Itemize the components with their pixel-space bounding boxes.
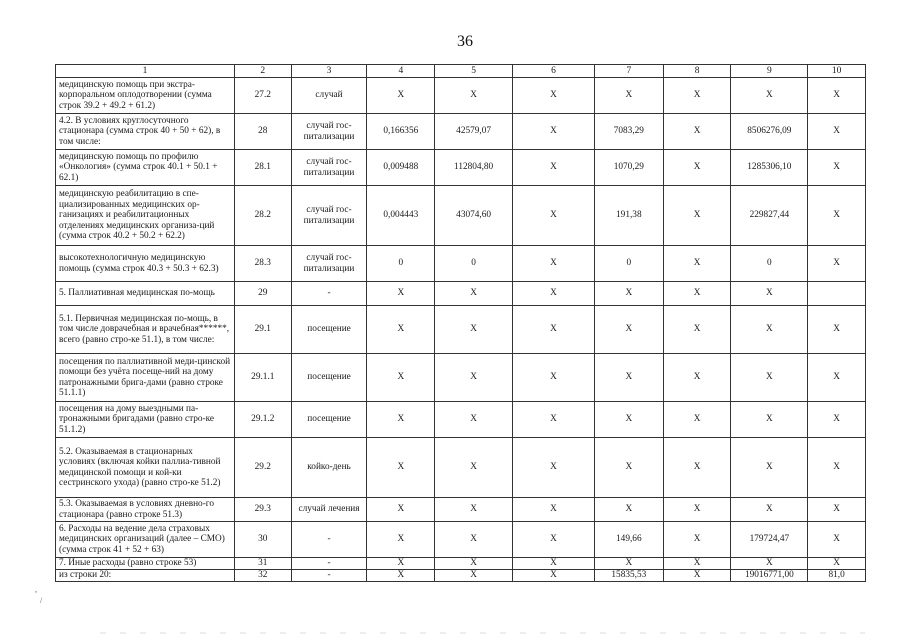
value-cell: X xyxy=(731,558,808,570)
value-cell: 0,004443 xyxy=(367,186,435,246)
row-code: 29.2 xyxy=(234,438,291,498)
row-code: 29 xyxy=(234,282,291,306)
row-code: 29.1.2 xyxy=(234,402,291,438)
table-row xyxy=(56,306,866,354)
value-cell: X xyxy=(367,282,435,306)
page-number: 36 xyxy=(457,33,473,50)
header-cell: 1 xyxy=(56,65,235,78)
table-row xyxy=(56,498,866,522)
value-cell: 7083,29 xyxy=(594,114,663,150)
row-description: 5. Паллиативная медицинская по-мощь xyxy=(56,282,235,306)
table-row xyxy=(56,282,866,306)
row-unit: - xyxy=(291,282,367,306)
value-cell: X xyxy=(435,402,513,438)
value-cell: X xyxy=(808,114,866,150)
value-cell: X xyxy=(808,522,866,558)
row-code: 30 xyxy=(234,522,291,558)
value-cell: X xyxy=(808,498,866,522)
value-cell: X xyxy=(367,438,435,498)
row-description: 6. Расходы на ведение дела страховых медицинских организаций (далее – СМО) (сумма строк 41 + 52 + 63) xyxy=(56,522,235,558)
value-cell: X xyxy=(663,114,731,150)
value-cell: X xyxy=(513,558,595,570)
value-cell: 19016771,00 xyxy=(731,570,808,582)
row-code: 28.1 xyxy=(234,150,291,186)
value-cell: 42579,07 xyxy=(435,114,513,150)
value-cell: 149,66 xyxy=(594,522,663,558)
value-cell: X xyxy=(435,306,513,354)
row-description: 7. Иные расходы (равно строке 53) xyxy=(56,558,235,570)
value-cell: 0 xyxy=(594,246,663,282)
scan-mark: , xyxy=(35,585,37,594)
value-cell: 1285306,10 xyxy=(731,150,808,186)
table-row xyxy=(56,114,866,150)
value-cell: X xyxy=(808,402,866,438)
value-cell: X xyxy=(367,570,435,582)
value-cell xyxy=(808,282,866,306)
value-cell: X xyxy=(513,78,595,114)
value-cell: X xyxy=(435,354,513,402)
row-description: медицинскую помощь при экстра-корпоральном оплодотворении (сумма строк 39.2 + 49.2 + 61.2) xyxy=(56,78,235,114)
row-code: 29.1 xyxy=(234,306,291,354)
value-cell: X xyxy=(435,78,513,114)
value-cell: 0,009488 xyxy=(367,150,435,186)
value-cell: X xyxy=(808,246,866,282)
value-cell: X xyxy=(367,498,435,522)
value-cell: X xyxy=(808,186,866,246)
value-cell: X xyxy=(594,438,663,498)
value-cell: X xyxy=(513,150,595,186)
value-cell: X xyxy=(435,558,513,570)
value-cell: X xyxy=(663,150,731,186)
row-code: 31 xyxy=(234,558,291,570)
value-cell: 8506276,09 xyxy=(731,114,808,150)
value-cell: X xyxy=(663,306,731,354)
row-unit: койко-день xyxy=(291,438,367,498)
row-description: посещения по паллиативной меди-цинской помощи без учёта посеще-ний на дому патронажными брига-дами (равно строке 51.1.1) xyxy=(56,354,235,402)
scan-artifact xyxy=(100,632,865,634)
table-row xyxy=(56,354,866,402)
value-cell: X xyxy=(731,78,808,114)
row-unit: случай xyxy=(291,78,367,114)
row-description: медицинскую реабилитацию в спе-циализированных медицинских ор-ганизациях и реабилитационных отделениях медицинских организа-ций (сумма строк 40.2 + 50.2 + 62.2) xyxy=(56,186,235,246)
value-cell: 15835,53 xyxy=(594,570,663,582)
value-cell: X xyxy=(663,246,731,282)
header-cell: 8 xyxy=(663,65,731,78)
value-cell: X xyxy=(367,522,435,558)
value-cell: X xyxy=(808,438,866,498)
row-code: 28.2 xyxy=(234,186,291,246)
row-code: 29.3 xyxy=(234,498,291,522)
value-cell: 229827,44 xyxy=(731,186,808,246)
row-description: 4.2. В условиях круглосуточного стационара (сумма строк 40 + 50 + 62), в том числе: xyxy=(56,114,235,150)
value-cell: 81,0 xyxy=(808,570,866,582)
row-code: 28 xyxy=(234,114,291,150)
row-unit: случай лечения xyxy=(291,498,367,522)
value-cell: X xyxy=(663,354,731,402)
row-unit: случай гос-питализации xyxy=(291,186,367,246)
value-cell: X xyxy=(594,354,663,402)
header-cell: 3 xyxy=(291,65,367,78)
table-row xyxy=(56,150,866,186)
value-cell: X xyxy=(513,438,595,498)
value-cell: X xyxy=(731,438,808,498)
row-description: медицинскую помощь по профилю «Онкология» (сумма строк 40.1 + 50.1 + 62.1) xyxy=(56,150,235,186)
table-row xyxy=(56,570,866,582)
scan-mark: / xyxy=(40,596,43,605)
value-cell: X xyxy=(663,186,731,246)
value-cell: X xyxy=(367,354,435,402)
header-cell: 6 xyxy=(513,65,595,78)
row-unit: посещение xyxy=(291,402,367,438)
row-description: из строки 20: xyxy=(56,570,235,582)
value-cell: 1070,29 xyxy=(594,150,663,186)
row-description: посещения на дому выездными па-тронажными бригадами (равно стро-ке 51.1.2) xyxy=(56,402,235,438)
row-unit: посещение xyxy=(291,306,367,354)
header-cell: 9 xyxy=(731,65,808,78)
table-row xyxy=(56,246,866,282)
value-cell: X xyxy=(663,570,731,582)
value-cell: X xyxy=(808,150,866,186)
header-cell: 4 xyxy=(367,65,435,78)
row-description: 5.3. Оказываемая в условиях дневно-го стационара (равно строке 51.3) xyxy=(56,498,235,522)
row-code: 29.1.1 xyxy=(234,354,291,402)
row-description: 5.2. Оказываемая в стационарных условиях (включая койки паллиа-тивной медицинской помощи и кой-ки сестринского ухода) (равно стро-ке 51.2) xyxy=(56,438,235,498)
value-cell: X xyxy=(513,402,595,438)
value-cell: 191,38 xyxy=(594,186,663,246)
value-cell: X xyxy=(594,402,663,438)
value-cell: X xyxy=(435,282,513,306)
value-cell: X xyxy=(367,306,435,354)
table-row xyxy=(56,438,866,498)
value-cell: X xyxy=(808,306,866,354)
value-cell: X xyxy=(731,354,808,402)
value-cell: X xyxy=(594,558,663,570)
value-cell: X xyxy=(367,558,435,570)
value-cell: X xyxy=(663,438,731,498)
value-cell: X xyxy=(594,78,663,114)
value-cell: X xyxy=(513,114,595,150)
header-row xyxy=(56,65,866,78)
value-cell: X xyxy=(367,78,435,114)
value-cell: X xyxy=(513,570,595,582)
table-row xyxy=(56,558,866,570)
row-unit: случай гос-питализации xyxy=(291,246,367,282)
header-cell: 10 xyxy=(808,65,866,78)
value-cell: X xyxy=(513,246,595,282)
row-description: высокотехнологичную медицинскую помощь (сумма строк 40.3 + 50.3 + 62.3) xyxy=(56,246,235,282)
value-cell: X xyxy=(435,570,513,582)
value-cell: X xyxy=(435,438,513,498)
row-unit: - xyxy=(291,570,367,582)
row-code: 27.2 xyxy=(234,78,291,114)
value-cell: X xyxy=(663,522,731,558)
value-cell: X xyxy=(663,558,731,570)
value-cell: 0 xyxy=(731,246,808,282)
value-cell: X xyxy=(663,498,731,522)
table-row xyxy=(56,522,866,558)
financial-table xyxy=(55,64,866,582)
table-row xyxy=(56,78,866,114)
value-cell: X xyxy=(731,498,808,522)
value-cell: X xyxy=(513,282,595,306)
value-cell: X xyxy=(731,306,808,354)
value-cell: X xyxy=(663,78,731,114)
value-cell: 0 xyxy=(367,246,435,282)
value-cell: X xyxy=(808,78,866,114)
value-cell: X xyxy=(594,282,663,306)
table-row xyxy=(56,186,866,246)
value-cell: 0 xyxy=(435,246,513,282)
value-cell: X xyxy=(513,522,595,558)
value-cell: 43074,60 xyxy=(435,186,513,246)
row-code: 32 xyxy=(234,570,291,582)
row-unit: случай гос-питализации xyxy=(291,150,367,186)
header-cell: 5 xyxy=(435,65,513,78)
value-cell: X xyxy=(367,402,435,438)
value-cell: 112804,80 xyxy=(435,150,513,186)
value-cell: 179724,47 xyxy=(731,522,808,558)
header-cell: 7 xyxy=(594,65,663,78)
row-unit: посещение xyxy=(291,354,367,402)
value-cell: X xyxy=(513,186,595,246)
row-code: 28.3 xyxy=(234,246,291,282)
value-cell: X xyxy=(513,354,595,402)
value-cell: X xyxy=(808,558,866,570)
row-unit: случай гос-питализации xyxy=(291,114,367,150)
value-cell: X xyxy=(513,306,595,354)
table-row xyxy=(56,402,866,438)
value-cell: X xyxy=(594,306,663,354)
header-cell: 2 xyxy=(234,65,291,78)
value-cell: X xyxy=(663,282,731,306)
value-cell: X xyxy=(663,402,731,438)
row-unit: - xyxy=(291,522,367,558)
value-cell: X xyxy=(435,498,513,522)
value-cell: X xyxy=(731,282,808,306)
value-cell: X xyxy=(513,498,595,522)
value-cell: 0,166356 xyxy=(367,114,435,150)
row-unit: - xyxy=(291,558,367,570)
row-description: 5.1. Первичная медицинская по-мощь, в том числе доврачебная и врачебная******, всего (равно стро-ке 51.1), в том числе: xyxy=(56,306,235,354)
value-cell: X xyxy=(594,498,663,522)
value-cell: X xyxy=(808,354,866,402)
value-cell: X xyxy=(731,402,808,438)
value-cell: X xyxy=(435,522,513,558)
